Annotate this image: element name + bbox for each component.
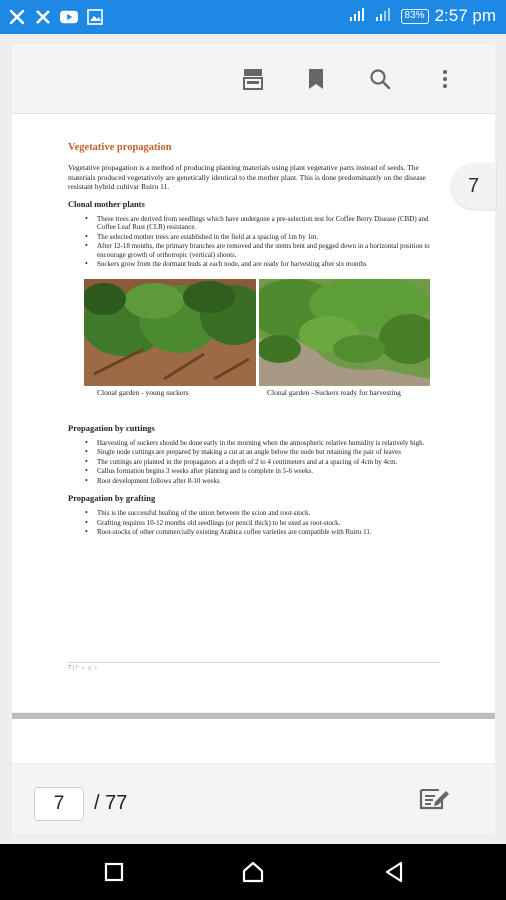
home-icon[interactable] <box>241 860 265 884</box>
section-title: Vegetative propagation <box>68 142 172 153</box>
recents-icon[interactable] <box>102 860 126 884</box>
x-icon <box>34 8 52 26</box>
x-icon <box>8 8 26 26</box>
list-item: • These trees are derived from seedlings which have undergone a pre-selection test for Coffee Berry Disease (CBD) and Coffee Leaf Rust (CLR) resistance. <box>85 215 440 232</box>
photo-row <box>68 279 440 409</box>
list-item: • Single node cuttings are prepared by making a cut at an angle below the node but retaining the pair of leaves <box>85 448 440 457</box>
grafting-heading: Propagation by grafting <box>68 493 156 503</box>
page-number-input[interactable]: 7 <box>34 787 84 821</box>
list-item: • The selected mother trees are established in the field at a spacing of 1m by 1m. <box>85 233 440 242</box>
cuttings-list <box>68 439 440 486</box>
document-viewer[interactable] <box>0 34 506 844</box>
list-item: • Callus formation begins 3 weeks after planting and is complete in 5-6 weeks. <box>85 467 440 476</box>
list-item: • Harvesting of suckers should be done early in the morning when the atmospheric relative humidity is relatively high. <box>85 439 440 448</box>
more-vert-icon[interactable] <box>432 66 458 92</box>
grafting-list <box>68 509 440 537</box>
list-item: • Root development follows after 8-10 weeks <box>85 477 440 486</box>
photo-caption: Clonal garden –Suckers ready for harvesting <box>267 387 401 397</box>
youtube-icon <box>60 8 78 26</box>
battery-icon: 83% <box>401 9 429 24</box>
bookmark-icon[interactable] <box>303 66 329 92</box>
list-item: • After 12-18 months, the primary branches are removed and the stems bent and pegged down in a horizontal position to encourage growth of orthotropic (vertical) shoots. <box>85 242 440 259</box>
page-navigation-bar <box>12 764 495 834</box>
viewer-toolbar <box>12 44 495 114</box>
total-pages: / 77 <box>94 792 128 814</box>
status-time: 2:57 pm <box>434 6 496 25</box>
footer-page-number: 7 | <box>68 665 74 671</box>
next-page-preview <box>12 719 495 763</box>
list-item: • This is the successful healing of the union between the scion and root-stock. <box>85 509 440 518</box>
back-icon[interactable] <box>382 860 406 884</box>
signal-icon <box>375 7 395 26</box>
list-item: • Grafting requires 10-12 months old seedlings (or pencil thick) to be used as root-stock. <box>85 519 440 528</box>
suckers-ready-photo <box>259 279 430 386</box>
photo-caption: Clonal garden - young suckers <box>97 387 189 397</box>
status-bar <box>0 0 506 34</box>
edit-note-icon[interactable] <box>416 784 452 814</box>
pdf-page <box>12 114 495 712</box>
footer-divider <box>68 662 440 663</box>
list-item: • Suckers grow from the dormant buds at each node, and are ready for harvesting after six months <box>85 260 440 269</box>
page-footer <box>68 665 98 671</box>
list-item: • The cuttings are planted in the propagators at a depth of 2 to 4 centimeters and at a spacing of 4cm by 4cm. <box>85 458 440 467</box>
page-layout-icon[interactable] <box>240 66 266 92</box>
clonal-list <box>68 215 440 269</box>
cuttings-heading: Propagation by cuttings <box>68 422 155 433</box>
clonal-heading: Clonal mother plants <box>68 198 145 209</box>
search-icon[interactable] <box>367 66 393 92</box>
system-nav-bar <box>0 844 506 900</box>
list-item: • Root-stocks of other commercially existing Arabica coffee varieties are compatible with Ruiru 11. <box>85 528 440 537</box>
page-indicator-badge[interactable]: 7 <box>451 163 496 209</box>
image-icon <box>86 8 104 26</box>
young-suckers-photo <box>84 279 256 386</box>
signal-icon <box>349 7 369 26</box>
intro-paragraph: Vegetative propagation is a method of producing planting materials using plant vegetative parts instead of seeds. The materials produced vegetatively are genetically identical to the mother plant. This is done predominantly on the disease resistant hybrid cultivar Ruiru 11. <box>68 163 426 191</box>
footer-page-word: P a g e <box>75 665 99 671</box>
